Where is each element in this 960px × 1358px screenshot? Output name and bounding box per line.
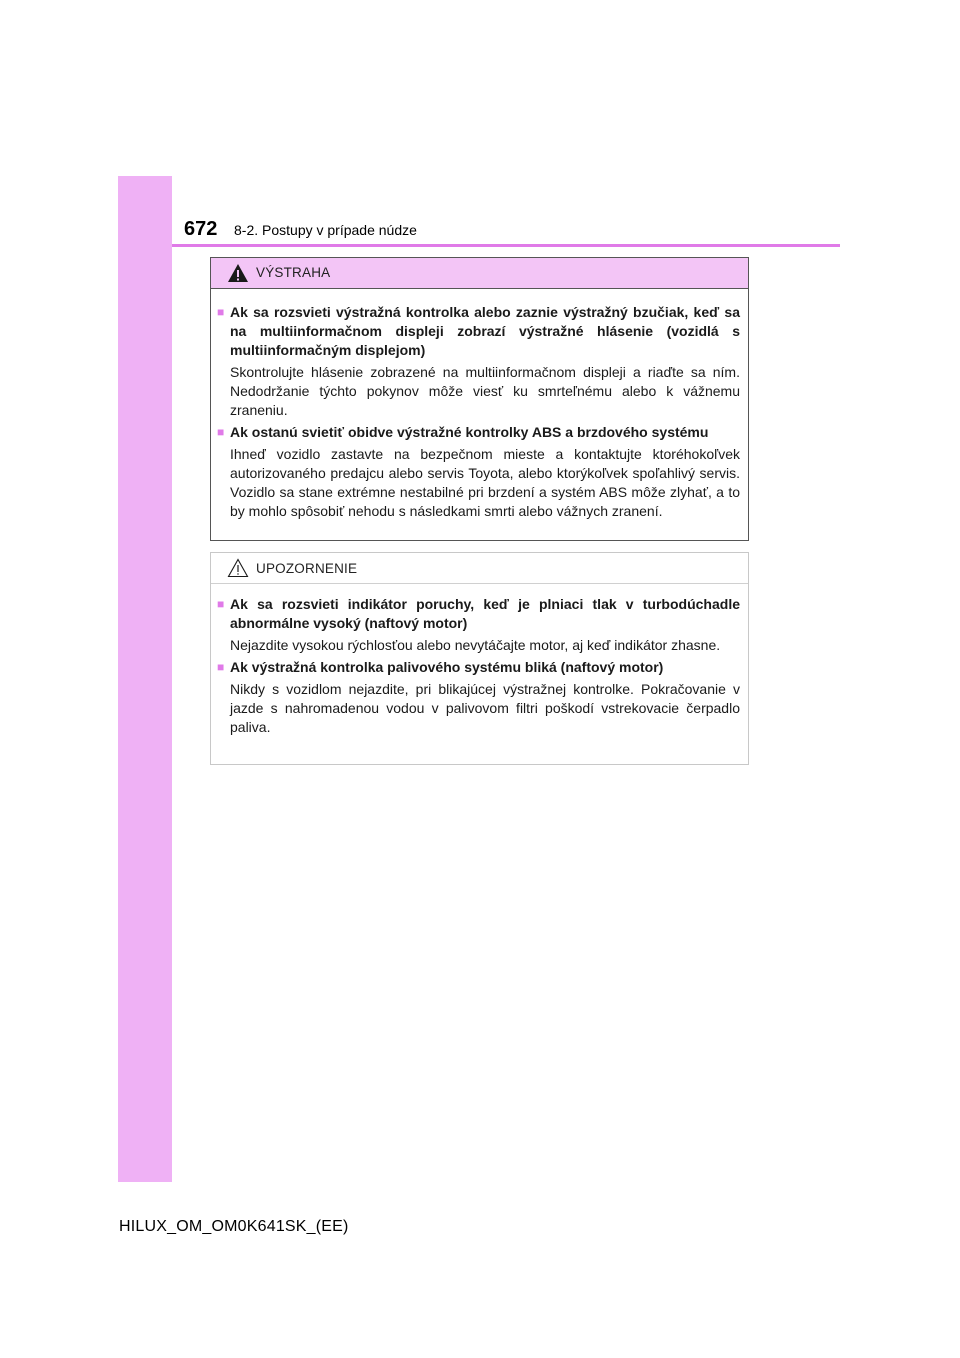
document-code: HILUX_OM_OM0K641SK_(EE) [119, 1218, 349, 1235]
warning-item-text: Ihneď vozidlo zastavte na bezpečnom mieste a kontaktujte ktoréhokoľvek autorizovaného predajcu alebo servis Toyota, alebo ktorýkoľvek spoľahlivý servis. Vozidlo sa stane extrémne nestabilné pri brzdení a systém ABS môže zlyhať, a to by mohlo spôsobiť nehodu s následkami smrti alebo vážnych zranení. [230, 446, 740, 519]
warning-triangle-filled-icon [227, 263, 249, 283]
warning-box-title: VÝSTRAHA [256, 265, 331, 280]
warning-item [217, 303, 740, 420]
caution-box-header [211, 553, 748, 584]
warning-item-heading: Ak ostanú svietiť obidve výstražné kontrolky ABS a brzdového systému [230, 424, 709, 440]
caution-item-text: Nejazdite vysokou rýchlosťou alebo nevytáčajte motor, aj keď indikátor zhasne. [230, 637, 721, 653]
caution-item-heading: Ak sa rozsvieti indikátor poruchy, keď je plniaci tlak v turbodúchadle abnormálne vysoký (naftový motor) [230, 596, 740, 631]
bullet-square-icon: ■ [217, 305, 225, 319]
caution-item-text: Nikdy s vozidlom nejazdite, pri blikajúcej výstražnej kontrolke. Pokračovanie v jazde s nahromadenou vodou v palivovom filtri poškodí vstrekovacie čerpadlo paliva. [230, 681, 740, 735]
caution-box-title: UPOZORNENIE [256, 561, 358, 576]
caution-item [217, 658, 740, 737]
caution-box-body [211, 584, 748, 737]
bullet-square-icon: ■ [217, 597, 225, 611]
bullet-square-icon: ■ [217, 660, 225, 674]
warning-box-header [211, 258, 748, 289]
caution-box [210, 552, 749, 765]
side-bar [118, 176, 172, 1182]
caution-item-heading: Ak výstražná kontrolka palivového systému bliká (naftový motor) [230, 659, 664, 675]
warning-item [217, 423, 740, 521]
caution-item [217, 595, 740, 655]
warning-box [210, 257, 749, 541]
page-number: 672 [184, 218, 218, 240]
warning-triangle-outline-icon [227, 558, 249, 578]
bullet-square-icon: ■ [217, 425, 225, 439]
warning-item-heading: Ak sa rozsvieti výstražná kontrolka alebo zaznie výstražný bzučiak, keď sa na multiinformačnom displeji zobrazí výstražné hlásenie (vozidlá s multiinformačným displejom) [230, 304, 740, 358]
header-rule [172, 244, 840, 247]
warning-box-body [211, 289, 748, 521]
section-title: 8-2. Postupy v prípade núdze [234, 222, 417, 238]
warning-item-text: Skontrolujte hlásenie zobrazené na multiinformačnom displeji a riaďte sa ním. Nedodržanie týchto pokynov môže viesť ku smrteľnému alebo k vážnemu zraneniu. [230, 364, 740, 418]
